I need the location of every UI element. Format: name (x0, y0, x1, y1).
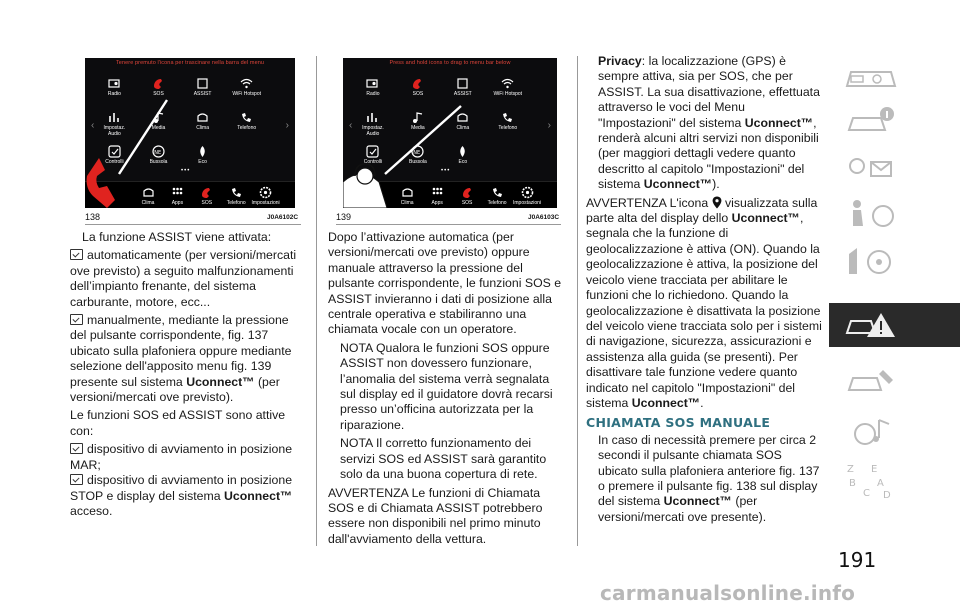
tile-label: Impostaz. Audio (362, 125, 384, 137)
side-tab-index[interactable] (829, 456, 960, 500)
checkbox-icon (70, 443, 83, 454)
bullet-item: dispositivo di avviamento in posizione MAR; (70, 442, 293, 472)
bullet-item: manualmente, mediante la pressione del pulsante corrispondente, fig. 137 ubicato sulla plafoniera oppure mediante selezione dell'apposito menu fig. 139 presente sul sistema Uconnect™ (per versioni/mercati ove previsto). (70, 313, 292, 405)
bullet-item: automaticamente (per versioni/mercati ove previsto) a seguito malfunzionamenti dell’impianto frenante, del sistema carburante, motore, ecc... (70, 248, 297, 309)
menu-bar-label: Telefono (226, 200, 246, 206)
tile-label: ASSIST (193, 91, 212, 97)
alphabet-index-icon (841, 460, 901, 500)
menu-bar-label: Apps (171, 200, 184, 206)
figure-number: 138 (85, 212, 101, 222)
svg-text:B: B (849, 478, 856, 489)
bullet-item: dispositivo di avviamento in posizione STOP e display del sistema Uconnect™ acceso. (70, 473, 293, 518)
tile-label: Impostaz. Audio (103, 125, 126, 137)
checkbox-icon (70, 474, 83, 485)
page-number: 191 (838, 548, 877, 572)
paragraph: Le funzioni SOS ed ASSIST sono attive con: (70, 408, 286, 438)
tile-label: Controlli (363, 159, 383, 165)
seat-safety-icon (841, 196, 901, 232)
chevron-left-icon: ‹ (91, 120, 95, 131)
side-tab-car-info[interactable] (829, 100, 960, 144)
tile-label: Bussola (408, 159, 427, 165)
side-tab-emergency[interactable] (829, 303, 960, 347)
checkbox-icon (70, 314, 83, 325)
divider (336, 224, 561, 225)
svg-text:A: A (877, 478, 884, 489)
divider (85, 224, 301, 225)
steering-wheel-icon (841, 244, 901, 280)
tile-label: Radio (107, 91, 121, 97)
column-divider (316, 56, 317, 546)
chevron-right-icon: › (547, 120, 551, 131)
menu-bar-label: SOS (461, 200, 473, 206)
location-pin-icon (712, 196, 722, 209)
figure-banner: Tenere premuto l'icona per trascinare nella barra del menu (115, 60, 265, 66)
column-1 (70, 230, 302, 522)
tile-label: Eco (198, 159, 207, 165)
tile-label: Controlli (105, 159, 124, 165)
menu-bar-label: Impostazioni (251, 200, 280, 206)
paragraph: In caso di necessità premere per circa 2 secondi il pulsante chiamata SOS ubicato sulla plafoniera anteriore fig. 137 o premere il pulsante fig. 138 sul display del sistema Uconnect™ (per versioni/mercati ove presente). (598, 432, 820, 524)
tile-label: Eco (458, 159, 468, 165)
warning: AVVERTENZA L'icona visualizzata sulla parte alta del display dello Uconnect™, segnala che la funzione di geolocalizzazione è attiva (ON). Quando la geolocalizzazione è attiva, la posizione del veicolo viene tracciata per abilitare le funzioni che lo richiedono. Quando la geolocalizzazione è disattivata la posizione del veicolo viene tracciata solo per i sistemi di navigazione, sicurezza, assicurazioni e assistenza alla guida (se presenti). Per disattivare tale funzione vedere quanto indicato nel capitolo "Impostazioni" del sistema Uconnect™. (586, 195, 822, 410)
side-tab-driving[interactable] (829, 240, 960, 284)
page-dots: ••• (441, 168, 451, 174)
car-crash-warning-icon (841, 307, 901, 343)
column-2 (328, 230, 564, 550)
menu-bar-label: SOS (201, 200, 213, 206)
tile-label: SOS (412, 91, 424, 97)
sos-handset-icon (87, 158, 115, 208)
side-tab-multimedia[interactable] (829, 410, 960, 454)
menu-bar-label: Impostazioni (512, 200, 542, 206)
figure-139 (343, 58, 557, 208)
side-tab-safety[interactable] (829, 192, 960, 236)
lights-message-icon (841, 150, 901, 186)
column-3 (586, 54, 822, 528)
svg-text:NE: NE (413, 150, 421, 156)
tile-label: Media (151, 125, 166, 131)
car-info-icon (841, 104, 901, 140)
checkbox-icon (70, 249, 83, 260)
menu-bar-label: Clima (141, 200, 155, 206)
watermark: carmanualsonline.info (600, 581, 856, 605)
pointer-overlay (343, 58, 557, 208)
side-tab-lights[interactable] (829, 146, 960, 190)
tile-label: SOS (153, 91, 164, 97)
figure-banner: Press and hold icons to drag to menu bar below (389, 60, 511, 66)
tile-label: Clima (456, 125, 470, 131)
figure-code: J0A6102C (267, 214, 299, 221)
menu-bar-label: Apps (431, 200, 443, 206)
wrench-car-icon (841, 364, 901, 400)
figure-138 (85, 58, 295, 208)
tile-label: Bussola (149, 159, 168, 165)
note: NOTA Il corretto funzionamento dei servizi SOS ed ASSIST sarà garantito solo da una buona copertura di rete. (340, 436, 547, 482)
tile-label: Telefono (237, 125, 257, 131)
pointer-overlay (85, 58, 295, 208)
tile-label: ASSIST (453, 91, 472, 97)
column-divider (577, 56, 578, 546)
figure-code: J0A6103C (528, 214, 560, 221)
paragraph: La funzione ASSIST viene attivata: (82, 230, 272, 244)
side-tab-service[interactable] (829, 360, 960, 404)
paragraph: Dopo l’attivazione automatica (per versioni/mercati ove previsto) oppure manuale attraverso la pressione del pulsante corrispondente, le funzioni SOS e ASSIST invieranno i dati di posizione alla centrale operativa e stabiliranno una chiamata vocale con un operatore. (328, 230, 562, 337)
tile-label: WiFi Hotspot (232, 91, 261, 97)
svg-text:NE: NE (154, 150, 162, 156)
tile-label: WiFi Hotspot (493, 91, 523, 97)
svg-text:Z: Z (847, 464, 854, 475)
figure-number: 139 (336, 212, 352, 222)
pointer-line (385, 106, 461, 174)
warning: AVVERTENZA Le funzioni di Chiamata SOS e di Chiamata ASSIST potrebbero essere non disponibili nel primo minuto dall'avviamento della vettura. (328, 485, 543, 546)
menu-bar-label: Clima (400, 200, 414, 206)
svg-text:D: D (883, 490, 891, 500)
tile-label: Clima (196, 125, 209, 131)
tile-label: Telefono (498, 125, 518, 131)
chevron-right-icon: › (285, 120, 289, 131)
side-tab-dashboard[interactable] (829, 54, 960, 98)
tile-label: Radio (366, 91, 380, 97)
note: NOTA Qualora le funzioni SOS oppure ASSIST non dovessero funzionare, l’anomalia del sistema verrà segnalata sul display ed il guidatore dovrà recarsi presso un’officina autorizzata per la riparazione. (340, 340, 553, 432)
svg-text:E: E (871, 464, 878, 475)
operator-headset-icon (343, 164, 387, 208)
page-dots: ••• (181, 168, 191, 174)
pointer-line (119, 100, 167, 174)
menu-bar-label: Telefono (487, 200, 507, 206)
multimedia-icon (841, 414, 901, 450)
tile-label: Media (411, 125, 425, 131)
chevron-left-icon: ‹ (349, 120, 353, 131)
section-heading: CHIAMATA SOS MANUALE (586, 415, 771, 431)
privacy-paragraph: Privacy: la localizzazione (GPS) è sempre attiva, sia per SOS, che per ASSIST. La sua disattivazione, effettuata attraverso le voci del Menu "Impostazioni" del sistema Uconnect™, renderà alcuni altri servizi non disponibili (per maggiori dettagli vedere quanto descritto al capitolo "Impostazioni" del sistema Uconnect™). (598, 54, 820, 192)
svg-text:C: C (863, 488, 870, 499)
dashboard-icon (841, 58, 901, 94)
